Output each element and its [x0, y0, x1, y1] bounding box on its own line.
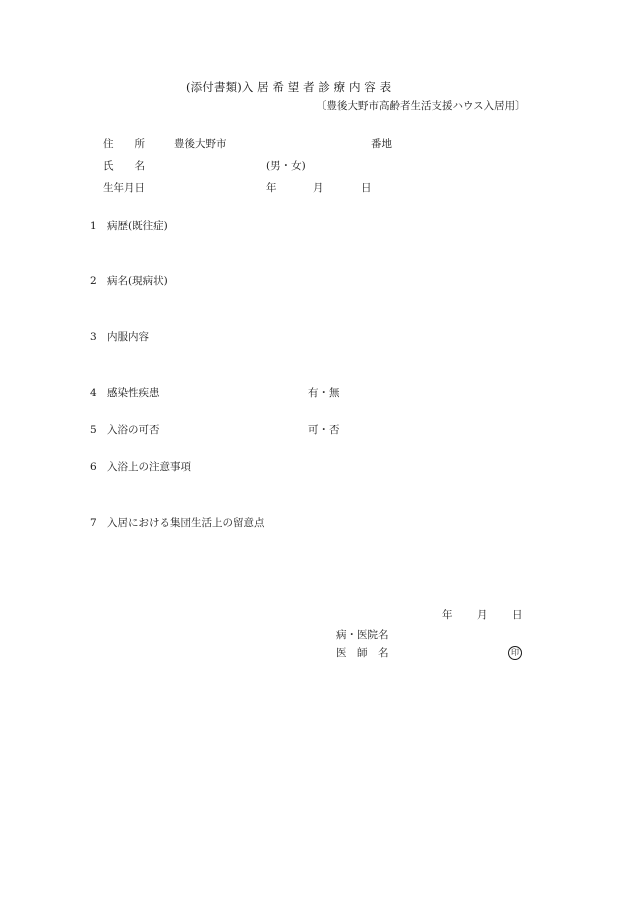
sign-year-label: 年 [442, 609, 453, 621]
item-label: 感染性疾患 [107, 387, 160, 399]
item-1 [90, 221, 168, 232]
item-7 [90, 518, 265, 529]
item-label: 入居における集団生活上の留意点 [107, 517, 265, 529]
birth-month-label: 月 [313, 182, 324, 194]
item-number: 5 [90, 424, 97, 436]
sign-month-label: 月 [477, 609, 488, 621]
hospital-label: 病・医院名 [336, 629, 389, 641]
document-subtitle: 〔豊後大野市高齢者生活支援ハウス入居用〕 [316, 100, 526, 112]
item-5 [90, 425, 160, 436]
item-number: 1 [90, 220, 97, 232]
item-label: 内服内容 [107, 331, 149, 343]
doctor-label: 医 師 名 [336, 647, 389, 659]
birth-year-label: 年 [266, 182, 277, 194]
bathing-choice: 可・否 [308, 424, 340, 436]
document-title [186, 82, 395, 94]
seal-icon: 印 [508, 646, 522, 660]
name-label: 氏 名 [103, 160, 145, 172]
item-number: 3 [90, 331, 97, 343]
item-2 [90, 276, 168, 287]
sign-day-label: 日 [512, 609, 523, 621]
birthdate-label: 生年月日 [103, 182, 145, 194]
item-label: 病歴(既往症) [107, 220, 168, 232]
item-number: 2 [90, 275, 97, 287]
title-main: 入居希望者診療内容表 [241, 80, 395, 94]
item-number: 4 [90, 387, 97, 399]
seal-mark [508, 646, 522, 660]
item-number: 7 [90, 517, 97, 529]
infection-choice: 有・無 [308, 387, 340, 399]
item-label: 入浴の可否 [107, 424, 160, 436]
item-number: 6 [90, 461, 97, 473]
birth-day-label: 日 [361, 182, 372, 194]
address-label: 住 所 [103, 138, 145, 150]
address-value: 豊後大野市 [174, 138, 227, 150]
item-6 [90, 462, 191, 473]
address-suffix: 番地 [371, 138, 392, 150]
item-label: 病名(現病状) [107, 275, 168, 287]
gender-options: (男・女) [266, 160, 306, 172]
item-4 [90, 388, 160, 399]
title-prefix: (添付書類) [186, 80, 242, 94]
item-label: 入浴上の注意事項 [107, 461, 191, 473]
item-3 [90, 332, 149, 343]
